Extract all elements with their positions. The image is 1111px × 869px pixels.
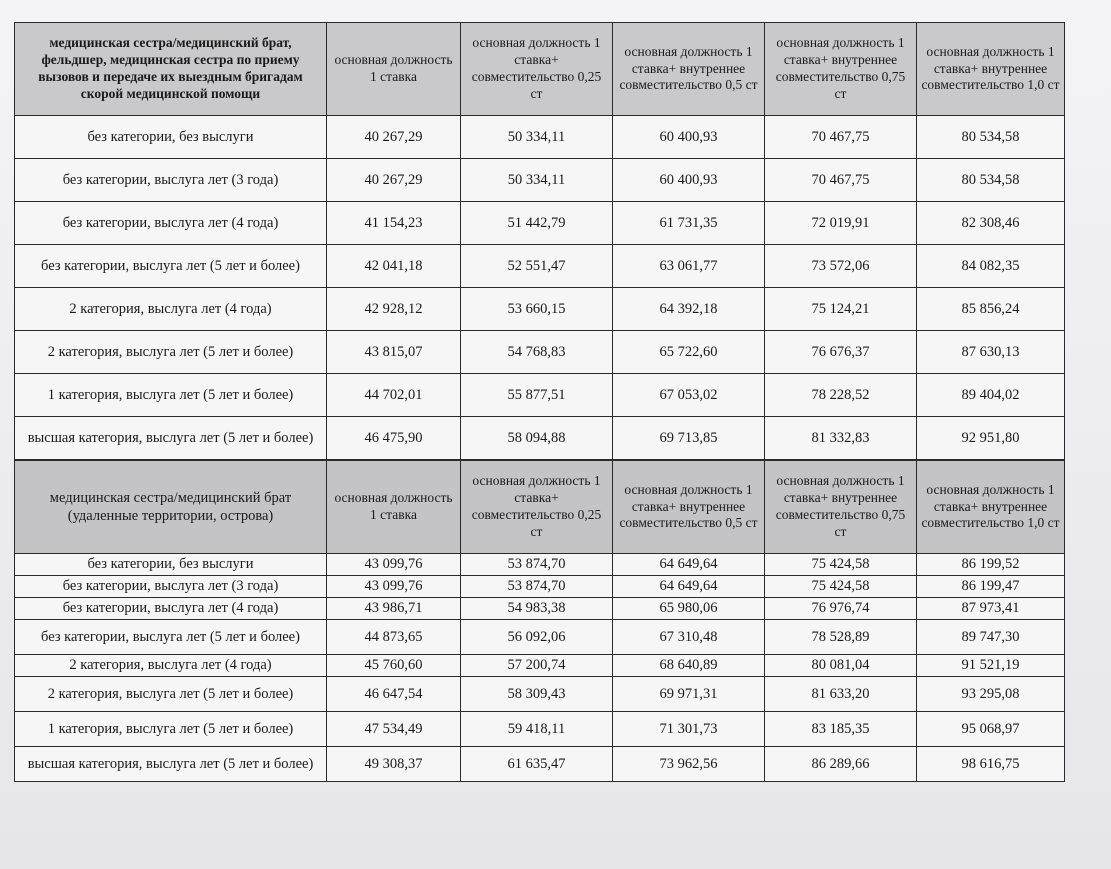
salary-value: 67 310,48 [613,620,765,655]
salary-value: 70 467,75 [765,116,917,159]
row-category-label: высшая категория, выслуга лет (5 лет и более) [15,417,327,460]
salary-value: 61 635,47 [461,747,613,782]
table-header-row [15,461,1065,554]
salary-value: 87 630,13 [917,331,1065,374]
salary-value: 93 295,08 [917,677,1065,712]
salary-value: 86 199,52 [917,554,1065,576]
row-category-label: 1 категория, выслуга лет (5 лет и более) [15,374,327,417]
salary-value: 63 061,77 [613,245,765,288]
salary-value: 81 633,20 [765,677,917,712]
table-row [15,677,1065,712]
table-row [15,620,1065,655]
salary-value: 80 534,58 [917,116,1065,159]
salary-value: 51 442,79 [461,202,613,245]
header-rate-column: основная должность 1 ставка [327,23,461,116]
salary-value: 71 301,73 [613,712,765,747]
salary-value: 75 424,58 [765,554,917,576]
salary-table-remote [14,460,1065,782]
salary-value: 81 332,83 [765,417,917,460]
salary-value: 43 099,76 [327,576,461,598]
salary-value: 80 534,58 [917,159,1065,202]
salary-value: 40 267,29 [327,116,461,159]
salary-value: 95 068,97 [917,712,1065,747]
salary-value: 75 424,58 [765,576,917,598]
header-rate-column: основная должность 1 ставка [327,461,461,554]
salary-value: 52 551,47 [461,245,613,288]
salary-value: 70 467,75 [765,159,917,202]
header-rate-column: основная должность 1 ставка+ внутреннее совместительство 1,0 ст [917,461,1065,554]
row-category-label: без категории, выслуга лет (3 года) [15,576,327,598]
salary-value: 45 760,60 [327,655,461,677]
table-row [15,747,1065,782]
salary-value: 98 616,75 [917,747,1065,782]
row-category-label: без категории, выслуга лет (5 лет и более) [15,245,327,288]
header-rate-column: основная должность 1 ставка+ совместительство 0,25 ст [461,461,613,554]
row-category-label: без категории, выслуга лет (4 года) [15,598,327,620]
table-row [15,576,1065,598]
salary-value: 54 983,38 [461,598,613,620]
salary-value: 84 082,35 [917,245,1065,288]
salary-value: 69 713,85 [613,417,765,460]
salary-value: 64 392,18 [613,288,765,331]
salary-value: 78 228,52 [765,374,917,417]
salary-value: 53 660,15 [461,288,613,331]
salary-value: 92 951,80 [917,417,1065,460]
row-category-label: 2 категория, выслуга лет (5 лет и более) [15,331,327,374]
table-row [15,202,1065,245]
header-rate-column: основная должность 1 ставка+ внутреннее совместительство 0,5 ст [613,23,765,116]
salary-value: 68 640,89 [613,655,765,677]
salary-value: 54 768,83 [461,331,613,374]
row-category-label: 2 категория, выслуга лет (5 лет и более) [15,677,327,712]
table-row [15,116,1065,159]
salary-table-ambulance [14,22,1065,460]
row-category-label: 1 категория, выслуга лет (5 лет и более) [15,712,327,747]
salary-value: 89 747,30 [917,620,1065,655]
salary-value: 76 976,74 [765,598,917,620]
salary-value: 55 877,51 [461,374,613,417]
header-rate-column: основная должность 1 ставка+ внутреннее совместительство 0,75 ст [765,23,917,116]
salary-value: 65 980,06 [613,598,765,620]
row-category-label: без категории, без выслуги [15,554,327,576]
salary-value: 49 308,37 [327,747,461,782]
salary-value: 43 986,71 [327,598,461,620]
salary-value: 57 200,74 [461,655,613,677]
salary-value: 73 572,06 [765,245,917,288]
header-rate-column: основная должность 1 ставка+ совместительство 0,25 ст [461,23,613,116]
salary-value: 91 521,19 [917,655,1065,677]
table-header-row [15,23,1065,116]
salary-value: 53 874,70 [461,576,613,598]
salary-value: 85 856,24 [917,288,1065,331]
salary-value: 86 199,47 [917,576,1065,598]
salary-value: 59 418,11 [461,712,613,747]
salary-value: 86 289,66 [765,747,917,782]
table-row [15,417,1065,460]
salary-value: 60 400,93 [613,116,765,159]
salary-value: 58 309,43 [461,677,613,712]
salary-value: 42 041,18 [327,245,461,288]
header-rate-column: основная должность 1 ставка+ внутреннее совместительство 1,0 ст [917,23,1065,116]
salary-value: 44 873,65 [327,620,461,655]
salary-value: 46 647,54 [327,677,461,712]
row-category-label: без категории, выслуга лет (5 лет и более) [15,620,327,655]
salary-value: 83 185,35 [765,712,917,747]
row-category-label: 2 категория, выслуга лет (4 года) [15,655,327,677]
row-category-label: высшая категория, выслуга лет (5 лет и более) [15,747,327,782]
salary-value: 69 971,31 [613,677,765,712]
salary-value: 60 400,93 [613,159,765,202]
row-category-label: без категории, без выслуги [15,116,327,159]
table-row [15,554,1065,576]
salary-value: 67 053,02 [613,374,765,417]
salary-value: 72 019,91 [765,202,917,245]
salary-value: 50 334,11 [461,159,613,202]
salary-value: 56 092,06 [461,620,613,655]
salary-value: 80 081,04 [765,655,917,677]
salary-value: 78 528,89 [765,620,917,655]
row-category-label: 2 категория, выслуга лет (4 года) [15,288,327,331]
salary-value: 46 475,90 [327,417,461,460]
table-row [15,159,1065,202]
header-rate-column: основная должность 1 ставка+ внутреннее совместительство 0,5 ст [613,461,765,554]
salary-value: 43 099,76 [327,554,461,576]
salary-value: 87 973,41 [917,598,1065,620]
row-category-label: без категории, выслуга лет (4 года) [15,202,327,245]
salary-value: 82 308,46 [917,202,1065,245]
salary-value: 76 676,37 [765,331,917,374]
salary-value: 64 649,64 [613,554,765,576]
table-row [15,712,1065,747]
salary-value: 58 094,88 [461,417,613,460]
salary-value: 43 815,07 [327,331,461,374]
salary-value: 73 962,56 [613,747,765,782]
salary-value: 50 334,11 [461,116,613,159]
salary-value: 64 649,64 [613,576,765,598]
table-row [15,245,1065,288]
table-row [15,598,1065,620]
table-row [15,331,1065,374]
salary-value: 42 928,12 [327,288,461,331]
header-position-title: медицинская сестра/медицинский брат, фельдшер, медицинская сестра по приему вызовов и передаче их выездным бригадам скорой медицинской помощи [15,23,327,116]
salary-value: 89 404,02 [917,374,1065,417]
salary-value: 61 731,35 [613,202,765,245]
salary-value: 65 722,60 [613,331,765,374]
table-row [15,374,1065,417]
salary-value: 53 874,70 [461,554,613,576]
table-row [15,655,1065,677]
salary-value: 40 267,29 [327,159,461,202]
salary-value: 75 124,21 [765,288,917,331]
row-category-label: без категории, выслуга лет (3 года) [15,159,327,202]
header-rate-column: основная должность 1 ставка+ внутреннее совместительство 0,75 ст [765,461,917,554]
salary-value: 44 702,01 [327,374,461,417]
salary-value: 41 154,23 [327,202,461,245]
salary-value: 47 534,49 [327,712,461,747]
header-position-title: медицинская сестра/медицинский брат (удаленные территории, острова) [15,461,327,554]
salary-tables [14,22,1064,782]
table-row [15,288,1065,331]
